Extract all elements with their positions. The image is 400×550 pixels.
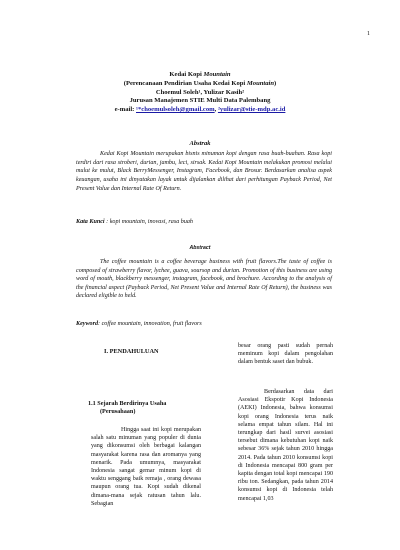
- subsection-heading: [88, 400, 166, 416]
- keywords-label-en: Keyword: [76, 321, 99, 327]
- authors: Choemul Soleh¹, Yulizar Kasih²: [155, 88, 245, 96]
- email-link-2[interactable]: ²yulizar@stie-mdp.ac.id: [217, 106, 286, 114]
- subsection-heading-line1: 1.1 Sejarah Berdirinya Usaha: [88, 400, 167, 407]
- email-separator: ,: [214, 106, 218, 114]
- abstract-heading-id: Abstrak: [189, 140, 211, 147]
- keywords-id: [76, 219, 336, 225]
- subtitle-italic: Mountain: [246, 79, 275, 87]
- body-paragraph-right-top: besar orang pasti sudah pernah meminum kopi dalam pengolahan dalam bentuk saset dan bubuk.: [238, 343, 333, 366]
- affiliation: Jurusan Manajemen STIE Multi Data Palembang: [129, 97, 271, 105]
- abstract-text-en: The coffee mountain is a coffee beverage business with fruit flavors.The taste of coffee is composed of strawberry flavor, lychee, guava, soursop and durian. Promotion of this business are using word of mouth, blackberry messenger, instagram, facebook, and brochure. According to the analysis of the financial aspect (Payback Period, Net Present Value and Internal Rate Of Return), the business was declared eligible to held.: [76, 259, 332, 300]
- email-line: [0, 106, 400, 115]
- email-link-1[interactable]: ¹*choemulsoleh@gmail.com: [136, 106, 215, 114]
- keywords-list-en: : coffee mountain, innovation, fruit flavors: [98, 321, 202, 327]
- paper-title: [0, 71, 400, 80]
- body-paragraph-left: Hingga saat ini kopi merupakan salah satu minuman yang populer di dunia yang dikonsumsi oleh berbagai kalangan masyarakat karena rasa dan aromanya yang menarik. Pada umumnya, masyarakat Indonesia sangat gemar minum kopi di waktu senggang baik remaja , orang dewasa maupun orang tua. Kopi sudah dikenal dimana-mana sejak ratusan tahun lalu. Sebagian: [91, 427, 201, 507]
- title-text: Kedai Kopi: [169, 71, 204, 78]
- keywords-en: [76, 321, 336, 327]
- page-number: 1: [367, 31, 370, 37]
- subtitle-text: (Perencanaan Pendirian Usaha Kedai Kopi: [123, 79, 247, 87]
- subsection-heading-line2: (Perusahaan): [100, 408, 136, 416]
- keywords-label-id: Kata Kunci: [76, 219, 105, 225]
- section-heading: I. PENDAHULUAN: [104, 348, 159, 355]
- title-block: [0, 71, 400, 115]
- paper-subtitle: [0, 80, 400, 89]
- abstract-text-id: Kedai Kopi Mountain merupakan bisnis minuman kopi dengan rasa buah-buahan. Rasa kopi terdiri dari rasa stroberi, durian, jambu, leci, sirsak. Kedai Kopi Mountain melakukan promosi melalui mulut ke mulut, Black BerryMessenger, Instagram, Facebook, dan Brosur. Berdasarkan analisa aspek keuangan, usaha ini dinyatakan layak untuk dijalankan dilihat dari perhitungan Payback Period, Net Present Value dan Internal Rate Of Return.: [76, 151, 332, 192]
- body-paragraph-right: Berdasarkan data dari Asosiasi Ekspotir Kopi Indonesia (AEKI) Indonesia, bahwa konsumsi kopi orang Indonesia terus naik selama empat tahun silam. Hal ini terungkap dari hasil survei asosiasi tersebut dimana kebutuhan kopi naik sebesar 36% sejak tahun 2010 hingga 2014. Pada tahun 2010 konsumsi kopi di Indonesia mencapai 800 gram per kapita dengan total kopi mencapai 190 ribu ton. Sedangkan, pada tahun 2014 konsumsi kopi di Indonesia telah mencapai 1,03: [238, 389, 333, 502]
- subtitle-suffix: ): [274, 79, 277, 87]
- keywords-list-id: : kopi mountain, inovasi, rasa buah: [104, 219, 193, 225]
- title-italic: Mountain: [203, 71, 231, 78]
- abstract-heading-en: Abstract: [189, 245, 211, 251]
- email-label: e-mail:: [114, 106, 137, 114]
